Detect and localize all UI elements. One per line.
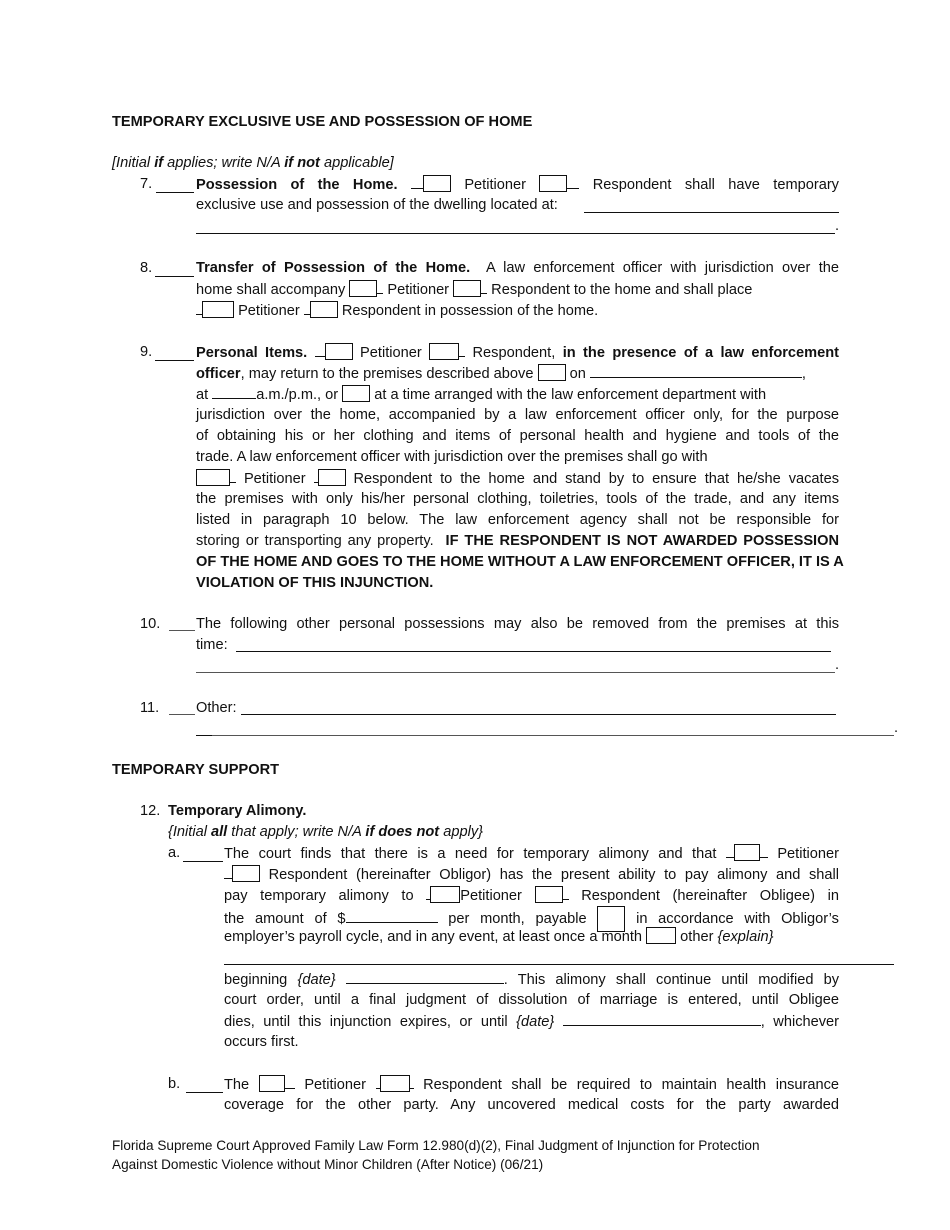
item-7-address-field-2[interactable] [196,233,835,234]
item-7-line1: Possession of the Home. Petitioner Respondent shall have temporary [196,174,839,194]
item-10-possessions-field[interactable] [236,651,831,652]
item-9-respondent-standby-checkbox[interactable] [318,469,346,485]
item-7-initial-field[interactable] [156,178,194,193]
item-12a-other-checkbox[interactable] [646,927,676,943]
item-9-respondent-checkbox[interactable] [429,343,459,359]
item-8-initial-field[interactable] [155,262,194,277]
item-9-petitioner-standby-checkbox[interactable] [196,469,230,485]
item-9-line12: VIOLATION OF THIS INJUNCTION. [196,575,434,591]
item-7-petitioner-checkbox[interactable] [423,175,451,191]
item-9-arranged-checkbox[interactable] [342,385,370,401]
item-12b-letter: b. [168,1076,181,1092]
item-10-initial-field[interactable] [169,630,195,631]
section-heading-home: TEMPORARY EXCLUSIVE USE AND POSSESSION OF HOME [112,114,533,130]
item-9-line2: officer, may return to the premises described above on , [196,363,806,383]
item-12a-explain-field[interactable] [224,964,894,965]
item-7-respondent-checkbox[interactable] [539,175,567,191]
item-12a-petitioner-obligee-checkbox[interactable] [430,886,460,902]
item-12a-line1: The court finds that there is a need for temporary alimony and that Petitioner [224,843,839,863]
item-12a-line5: employer’s payroll cycle, and in any event, at least once a month other {explain} [224,929,774,945]
item-12-number: 12. [140,803,161,819]
item-12a-line9: occurs first. [224,1034,299,1050]
item-9-time-field[interactable] [212,384,256,399]
home-instruction: [Initial if applies; write N/A if not applicable] [112,155,394,171]
item-10-period: . [835,657,840,673]
item-9-above-checkbox[interactable] [538,364,566,380]
item-11-other-field-2[interactable] [212,735,894,736]
item-11-number: 11. [140,700,160,716]
item-12a-line6: beginning {date} . This alimony shall continue until modified by [224,969,839,989]
footer-line1: Florida Supreme Court Approved Family Law Form 12.980(d)(2), Final Judgment of Injunction for Protection [112,1138,760,1153]
item-12a-amount-field[interactable] [346,908,438,923]
item-9-line1: Personal Items. Petitioner Respondent, in the presence of a law enforcement [196,342,839,362]
item-8-petitioner-checkbox[interactable] [349,280,377,296]
item-10-number: 10. [140,616,161,632]
item-9-number: 9. [140,344,153,360]
item-12a-line2: Respondent (hereinafter Obligor) has the present ability to pay alimony and shall [224,864,839,884]
item-7-number: 7. [140,176,153,192]
item-9-line10: storing or transporting any property. IF THE RESPONDENT IS NOT AWARDED POSSESSION [196,533,839,549]
item-9-line8: the premises with only his/her personal clothing, toiletries, tools of the trade, and any items [196,491,839,507]
item-9-line3: at a.m./p.m., or at a time arranged with the law enforcement department with [196,384,766,404]
item-11-initial-field[interactable] [169,714,195,715]
item-12a-line7: court order, until a final judgment of dissolution of marriage is entered, until Obligee [224,992,839,1008]
item-12a-respondent-obligee-checkbox[interactable] [535,886,563,902]
item-12a-respondent-obligor-checkbox[interactable] [232,865,260,881]
item-11-other-label: Other: [196,700,237,716]
item-7-period: . [835,218,840,234]
item-8-line1: Transfer of Possession of the Home. A law enforcement officer with jurisdiction over the [196,260,839,276]
item-12a-line8: dies, until this injunction expires, or until {date} , whichever [224,1011,839,1031]
item-9-line6: trade. A law enforcement officer with jurisdiction over the premises shall go with [196,449,708,465]
item-12a-line3: pay temporary alimony to Petitioner Respondent (hereinafter Obligee) in [224,885,839,905]
item-12a-letter: a. [168,845,181,861]
item-9-date-field[interactable] [590,363,802,378]
item-10-line1: The following other personal possessions may also be removed from the premises at this [196,616,839,632]
section-heading-support: TEMPORARY SUPPORT [112,762,280,778]
item-9-petitioner-checkbox[interactable] [325,343,353,359]
item-8-line2: home shall accompany Petitioner Respondent to the home and shall place [196,279,752,299]
item-12b-petitioner-checkbox[interactable] [259,1075,285,1091]
item-9-line4: jurisdiction over the home, accompanied by a law enforcement officer only, for the purpose [196,407,839,423]
item-8-respondent-possession-checkbox[interactable] [310,301,338,317]
item-12a-until-date-field[interactable] [563,1011,761,1026]
item-10-possessions-field-2[interactable] [196,672,835,673]
item-12a-initial-field[interactable] [183,847,223,862]
item-12b-initial-field[interactable] [186,1078,223,1093]
item-9-line5: of obtaining his or her clothing and items of personal health and hygiene and tools of the [196,428,839,444]
footer-line2: Against Domestic Violence without Minor Children (After Notice) (06/21) [112,1157,544,1172]
item-12b-respondent-checkbox[interactable] [380,1075,410,1091]
item-12a-line4: the amount of $ per month, payable in accordance with Obligor’s [224,906,839,926]
item-9-initial-field[interactable] [155,346,194,361]
item-12a-beginning-date-field[interactable] [346,969,504,984]
item-11-other-field-2a[interactable] [196,735,212,736]
item-7-line2: exclusive use and possession of the dwelling located at: [196,197,558,213]
item-11-period: . [894,720,899,736]
item-12-title: Temporary Alimony. [168,803,307,819]
item-9-line9: listed in paragraph 10 below. The law enforcement agency shall not be responsible for [196,512,839,528]
item-12-instruction: {Initial all that apply; write N/A if does not apply} [168,824,483,840]
item-8-number: 8. [140,260,153,276]
item-12b-line1: The Petitioner Respondent shall be required to maintain health insurance [224,1074,839,1094]
item-10-line2: time: [196,637,228,653]
item-9-line7: Petitioner Respondent to the home and stand by to ensure that he/she vacates [196,468,839,488]
item-7-address-field[interactable] [584,212,839,213]
item-8-petitioner-possession-checkbox[interactable] [202,301,234,317]
item-8-respondent-checkbox[interactable] [453,280,481,296]
item-11-other-field[interactable] [241,714,836,715]
item-9-line11: OF THE HOME AND GOES TO THE HOME WITHOUT A LAW ENFORCEMENT OFFICER, IT IS A [196,554,844,570]
item-12a-petitioner-obligor-checkbox[interactable] [734,844,760,860]
item-8-line3: Petitioner Respondent in possession of the home. [196,300,598,320]
item-12b-line2: coverage for the other party. Any uncovered medical costs for the party awarded [224,1097,839,1113]
